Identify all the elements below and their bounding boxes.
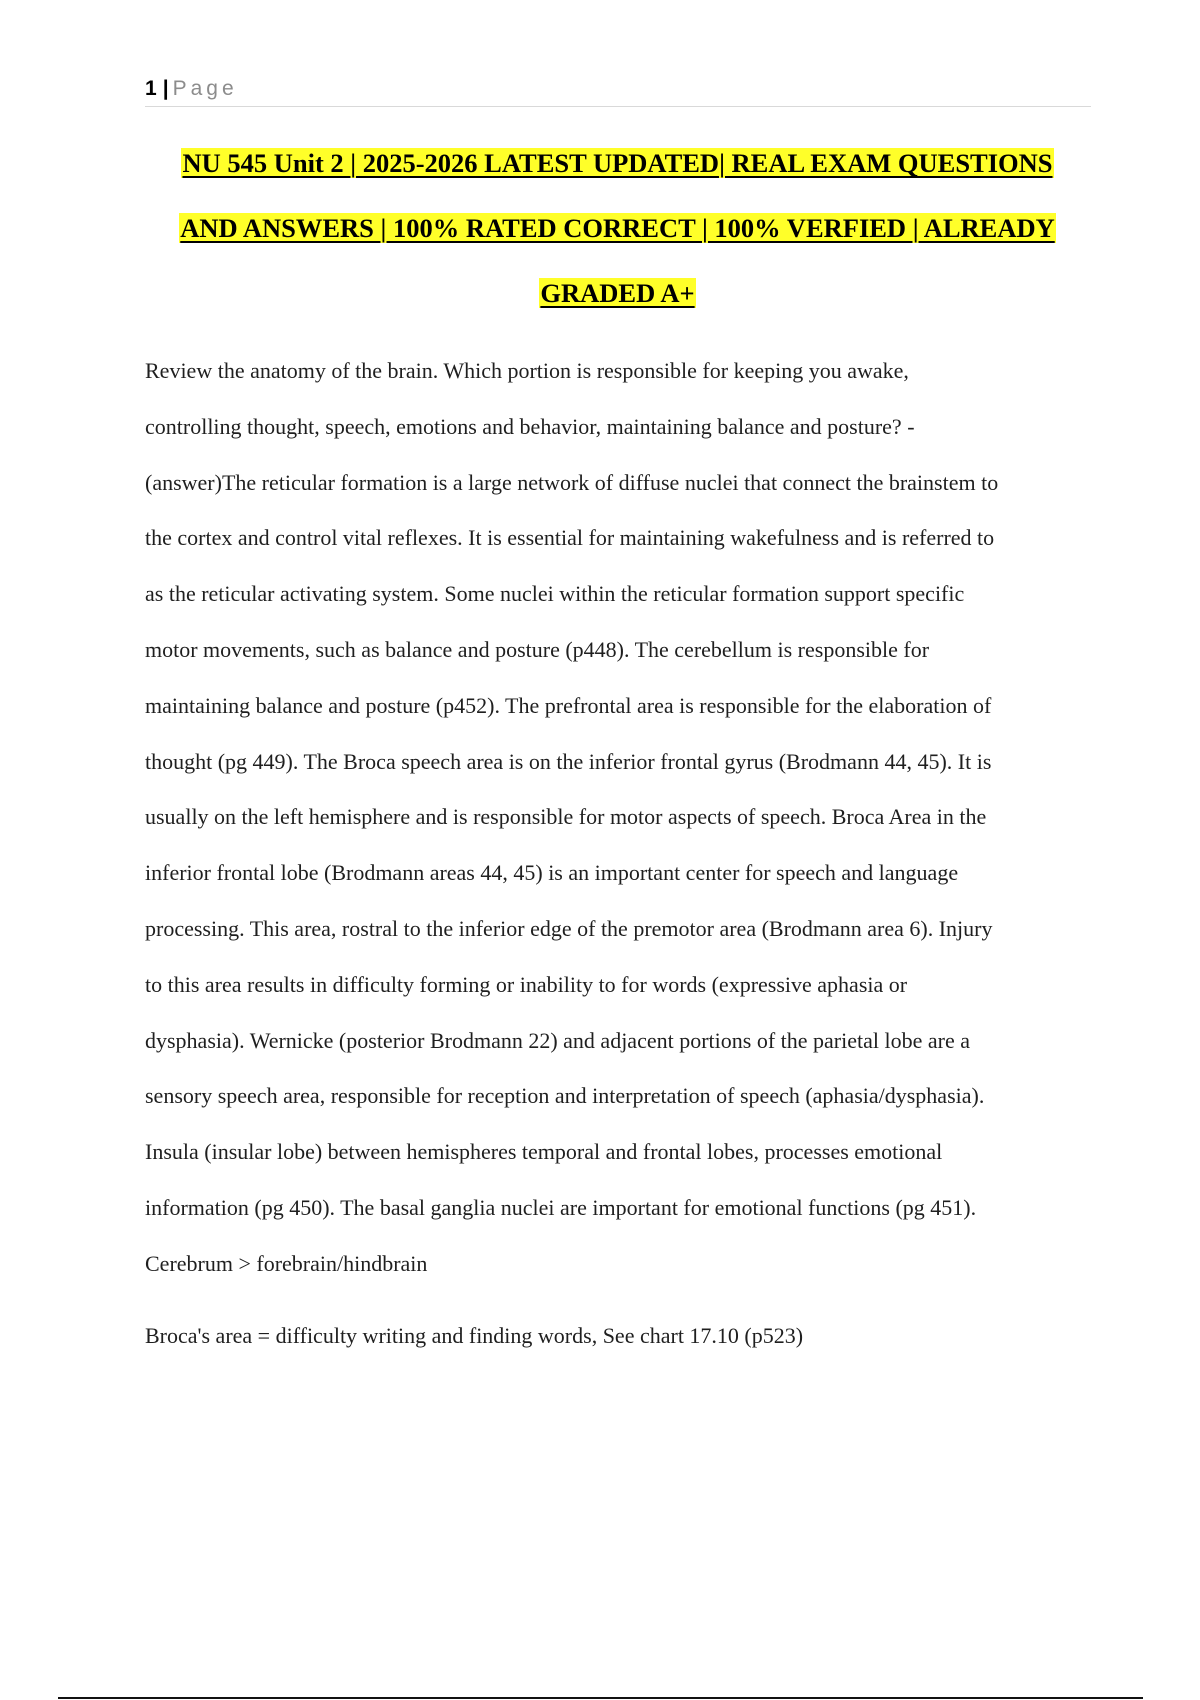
paragraph-line: Review the anatomy of the brain. Which portion is responsible for keeping you awake, (145, 358, 909, 383)
page-separator: | (162, 77, 169, 100)
title-line (150, 205, 1085, 270)
paragraph-line: processing. This area, rostral to the inferior edge of the premotor area (Brodmann area 6). Injury (145, 915, 993, 941)
paragraph-line: Cerebrum > forebrain/hindbrain (145, 1250, 428, 1276)
paragraph-line: dysphasia). Wernicke (posterior Brodmann 22) and adjacent portions of the parietal lobe are a (145, 1027, 970, 1053)
paragraph-line: sensory speech area, responsible for reception and interpretation of speech (aphasia/dysphasia). (145, 1083, 985, 1109)
title-text: AND ANSWERS | 100% RATED CORRECT | 100% VERFIED | ALREADY (180, 213, 1055, 243)
paragraph-line: controlling thought, speech, emotions and behavior, maintaining balance and posture? - (145, 413, 915, 439)
broca-note: Broca's area = difficulty writing and finding words, See chart 17.10 (p523) (145, 1323, 804, 1348)
title-text: GRADED A+ (540, 278, 695, 308)
paragraph-line: Insula (insular lobe) between hemispheres temporal and frontal lobes, processes emotional (145, 1139, 943, 1165)
paragraph-line: information (pg 450). The basal ganglia nuclei are important for emotional functions (pg 451). (145, 1194, 977, 1220)
title-text: NU 545 Unit 2 | 2025-2026 LATEST UPDATED| REAL EXAM QUESTIONS (182, 148, 1053, 178)
document-title (150, 140, 1085, 335)
paragraph-line: motor movements, such as balance and posture (p448). The cerebellum is responsible for (145, 636, 930, 662)
paragraph-line: usually on the left hemisphere and is responsible for motor aspects of speech. Broca Area in the (145, 804, 987, 830)
title-line (150, 140, 1085, 205)
paragraph-line: to this area results in difficulty forming or inability to for words (expressive aphasia or (145, 971, 908, 997)
paragraph-line: thought (pg 449). The Broca speech area is on the inferior frontal gyrus (Brodmann 44, 45). It is (145, 748, 992, 774)
footer-divider (58, 1697, 1143, 1699)
page-label: Page (172, 77, 238, 100)
paragraph-line: inferior frontal lobe (Brodmann areas 44, 45) is an important center for speech and language (145, 860, 959, 886)
question-answer-paragraph (145, 343, 1090, 1292)
page-number: 1 (145, 77, 157, 100)
paragraph-line: as the reticular activating system. Some nuclei within the reticular formation support specific (145, 581, 965, 607)
paragraph-line: maintaining balance and posture (p452). The prefrontal area is responsible for the elaboration of (145, 692, 992, 718)
paragraph-line: the cortex and control vital reflexes. It is essential for maintaining wakefulness and is referred to (145, 525, 995, 551)
title-line (150, 270, 1085, 335)
page-header (145, 72, 1091, 107)
paragraph-line: (answer)The reticular formation is a large network of diffuse nuclei that connect the brainstem to (145, 469, 999, 495)
